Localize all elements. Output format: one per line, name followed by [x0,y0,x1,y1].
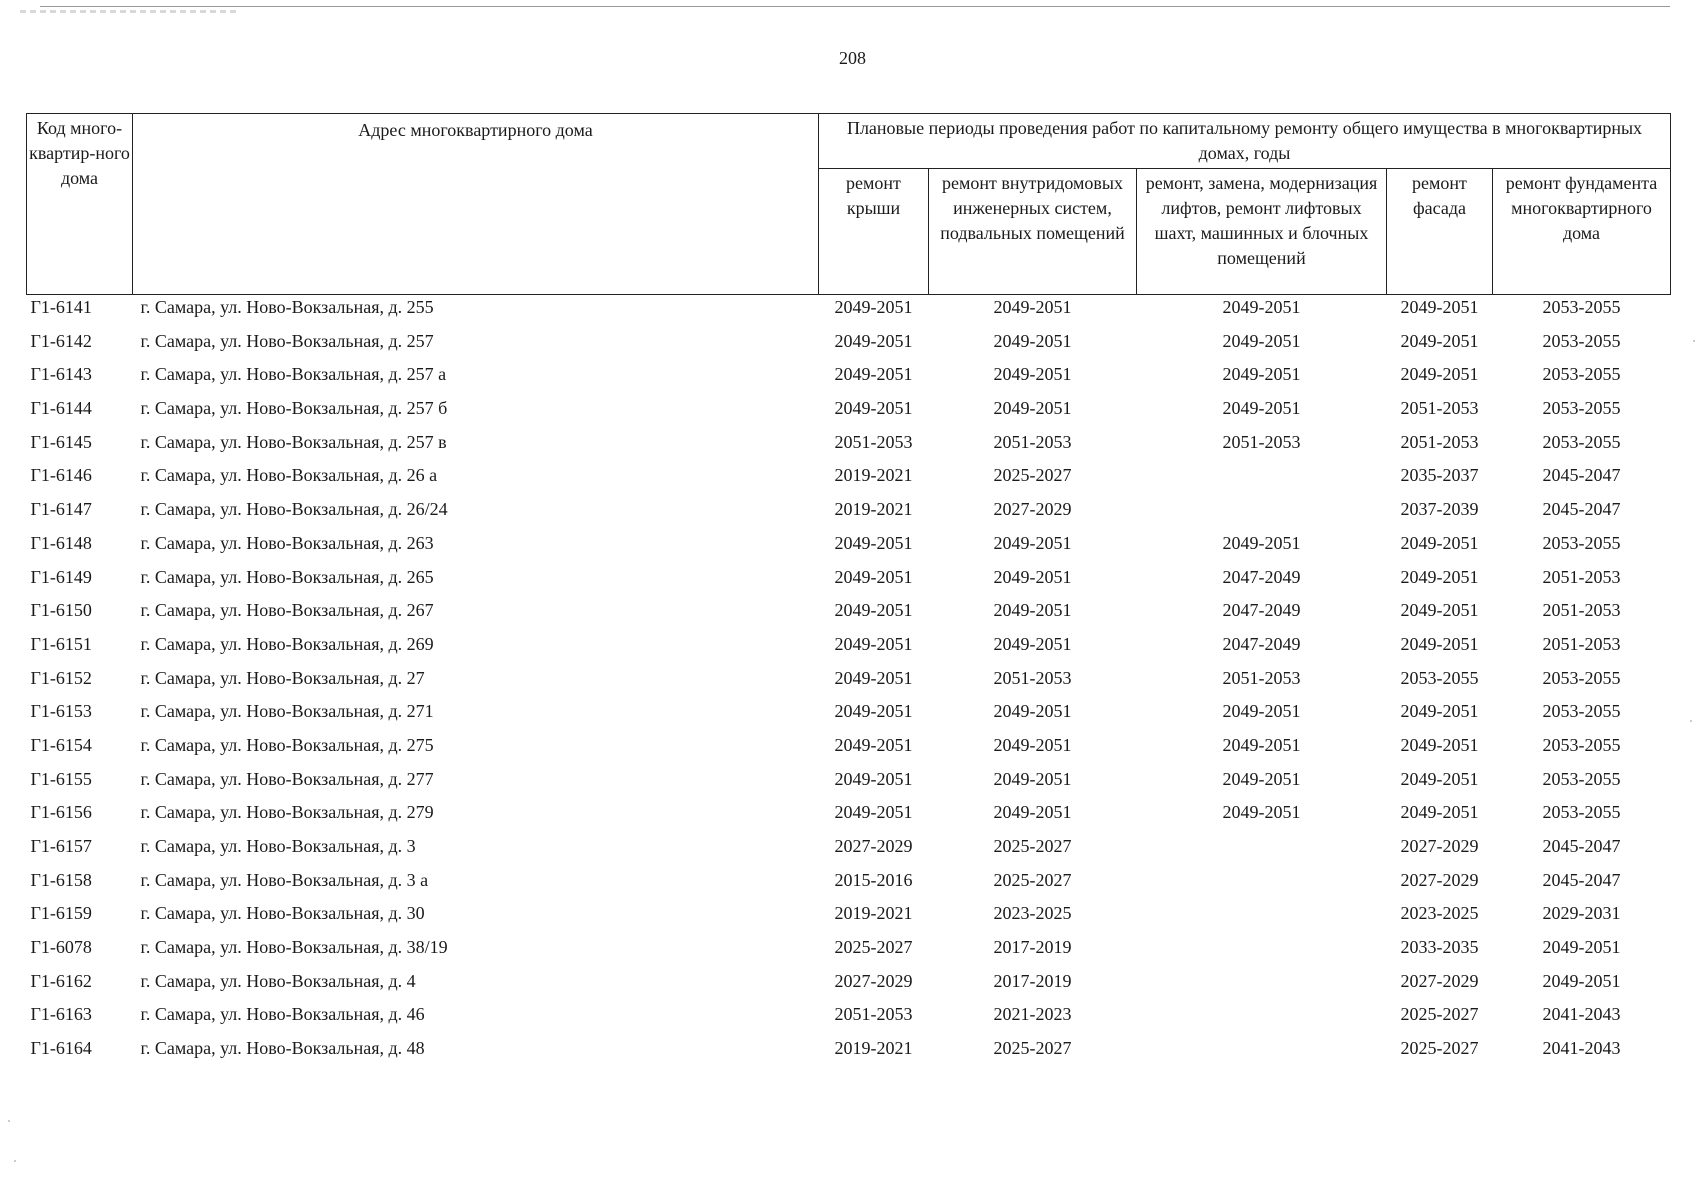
cell-facade: 2025-2027 [1400,1038,1479,1059]
cell-lifts [1137,1004,1387,1038]
table-row [27,533,1671,567]
cell-lifts: 2049-2051 [1222,768,1301,789]
cell-code: Г1-6149 [30,566,92,587]
cell-address: г. Самара, ул. Ново-Вокзальная, д. 38/19 [140,937,448,958]
col-head-address: Адрес многоквартирного дома [133,114,819,295]
cell-foundation: 2053-2055 [1542,701,1621,722]
cell-systems: 2021-2023 [993,1004,1072,1025]
table-row [27,432,1671,466]
repair-schedule-table [26,113,1671,1072]
cell-foundation: 2053-2055 [1542,667,1621,688]
cell-roof: 2019-2021 [834,1038,913,1059]
cell-foundation: 2051-2053 [1542,566,1621,587]
cell-facade: 2049-2051 [1400,633,1479,654]
cell-facade: 2049-2051 [1400,532,1479,553]
table-row [27,735,1671,769]
cell-roof: 2049-2051 [834,701,913,722]
cell-systems: 2049-2051 [993,364,1072,385]
cell-systems: 2049-2051 [993,566,1072,587]
table-row [27,295,1671,331]
table-row [27,465,1671,499]
table-row [27,499,1671,533]
cell-roof: 2025-2027 [834,937,913,958]
table-row [27,364,1671,398]
cell-facade: 2049-2051 [1400,364,1479,385]
cell-foundation: 2049-2051 [1542,970,1621,991]
cell-systems: 2017-2019 [993,970,1072,991]
cell-lifts: 2049-2051 [1222,297,1301,317]
cell-systems: 2049-2051 [993,701,1072,722]
cell-facade: 2049-2051 [1400,802,1479,823]
cell-systems: 2049-2051 [993,398,1072,419]
cell-code: Г1-6163 [30,1004,92,1025]
scan-speck [1690,720,1692,722]
cell-foundation: 2045-2047 [1542,836,1621,856]
header-row-top [27,114,1671,169]
cell-code: Г1-6148 [30,532,92,553]
cell-systems: 2027-2029 [993,499,1072,520]
cell-systems: 2017-2019 [993,937,1072,958]
cell-lifts: 2047-2049 [1222,633,1301,654]
cell-code: Г1-6152 [30,667,92,688]
cell-roof: 2051-2053 [834,1004,913,1025]
cell-systems: 2025-2027 [993,1038,1072,1059]
cell-address: г. Самара, ул. Ново-Вокзальная, д. 4 [140,970,416,991]
cell-lifts [1137,465,1387,499]
cell-address: г. Самара, ул. Ново-Вокзальная, д. 48 [140,1038,425,1059]
cell-foundation: 2053-2055 [1542,431,1621,452]
cell-facade: 2033-2035 [1400,937,1479,958]
cell-address: г. Самара, ул. Ново-Вокзальная, д. 271 [140,701,434,722]
cell-code: Г1-6150 [30,600,92,621]
cell-address: г. Самара, ул. Ново-Вокзальная, д. 279 [140,802,434,823]
cell-foundation: 2053-2055 [1542,768,1621,789]
cell-lifts: 2049-2051 [1222,734,1301,755]
table-row [27,701,1671,735]
scan-artifact [20,10,240,13]
cell-systems: 2049-2051 [993,633,1072,654]
cell-address: г. Самара, ул. Ново-Вокзальная, д. 277 [140,768,434,789]
cell-facade: 2049-2051 [1400,566,1479,587]
table-row [27,331,1671,365]
cell-lifts: 2051-2053 [1222,431,1301,452]
cell-foundation: 2049-2051 [1542,937,1621,958]
table-header [27,114,1671,295]
table-row [27,567,1671,601]
cell-roof: 2051-2053 [834,431,913,452]
cell-facade: 2049-2051 [1400,330,1479,351]
cell-lifts: 2047-2049 [1222,566,1301,587]
cell-roof: 2027-2029 [834,836,913,856]
cell-lifts: 2047-2049 [1222,600,1301,621]
cell-systems: 2025-2027 [993,465,1072,486]
cell-roof: 2049-2051 [834,633,913,654]
cell-lifts [1137,870,1387,904]
cell-systems: 2049-2051 [993,297,1072,317]
cell-roof: 2049-2051 [834,330,913,351]
table-row [27,937,1671,971]
cell-address: г. Самара, ул. Ново-Вокзальная, д. 30 [140,903,425,924]
cell-lifts [1137,937,1387,971]
cell-systems: 2025-2027 [993,836,1072,856]
scan-speck [14,1160,16,1162]
scan-speck [8,1120,10,1122]
cell-systems: 2049-2051 [993,768,1072,789]
cell-roof: 2049-2051 [834,600,913,621]
col-head-systems: ремонт внутридомовых инженерных систем, подвальных помещений [929,169,1137,295]
cell-systems: 2051-2053 [993,431,1072,452]
cell-roof: 2049-2051 [834,364,913,385]
cell-foundation: 2053-2055 [1542,297,1621,317]
cell-foundation: 2045-2047 [1542,869,1621,890]
cell-foundation: 2051-2053 [1542,633,1621,654]
cell-address: г. Самара, ул. Ново-Вокзальная, д. 263 [140,532,434,553]
cell-systems: 2023-2025 [993,903,1072,924]
cell-code: Г1-6143 [30,364,92,385]
cell-address: г. Самара, ул. Ново-Вокзальная, д. 275 [140,734,434,755]
cell-systems: 2051-2053 [993,667,1072,688]
table-row [27,769,1671,803]
cell-foundation: 2029-2031 [1542,903,1621,924]
col-head-lifts: ремонт, замена, модернизация лифтов, ремонт лифтовых шахт, машинных и блочных помещений [1137,169,1387,295]
cell-foundation: 2045-2047 [1542,499,1621,520]
page-number: 208 [839,48,866,68]
cell-foundation: 2053-2055 [1542,330,1621,351]
cell-roof: 2049-2051 [834,398,913,419]
cell-lifts: 2049-2051 [1222,532,1301,553]
table-row [27,836,1671,870]
cell-code: Г1-6146 [30,465,92,486]
cell-address: г. Самара, ул. Ново-Вокзальная, д. 257 [140,330,434,351]
cell-facade: 2027-2029 [1400,869,1479,890]
cell-facade: 2051-2053 [1400,398,1479,419]
cell-code: Г1-6147 [30,499,92,520]
cell-facade: 2051-2053 [1400,431,1479,452]
cell-roof: 2019-2021 [834,903,913,924]
table-body [27,295,1671,1072]
cell-lifts: 2049-2051 [1222,398,1301,419]
cell-code: Г1-6159 [30,903,92,924]
table-row [27,903,1671,937]
cell-code: Г1-6145 [30,431,92,452]
cell-facade: 2027-2029 [1400,836,1479,856]
col-head-periods: Плановые периоды проведения работ по капитальному ремонту общего имущества в многоквартирных домах, годы [819,114,1671,169]
cell-facade: 2025-2027 [1400,1004,1479,1025]
table-row [27,398,1671,432]
cell-address: г. Самара, ул. Ново-Вокзальная, д. 267 [140,600,434,621]
cell-code: Г1-6162 [30,970,92,991]
cell-address: г. Самара, ул. Ново-Вокзальная, д. 26/24 [140,499,448,520]
cell-facade: 2049-2051 [1400,701,1479,722]
cell-roof: 2049-2051 [834,667,913,688]
cell-foundation: 2053-2055 [1542,802,1621,823]
cell-lifts [1137,836,1387,870]
cell-facade: 2049-2051 [1400,297,1479,317]
cell-lifts: 2049-2051 [1222,701,1301,722]
cell-lifts: 2049-2051 [1222,802,1301,823]
cell-lifts [1137,499,1387,533]
cell-lifts: 2049-2051 [1222,364,1301,385]
col-head-code: Код много-квартир-ного дома [27,114,133,295]
table-row [27,600,1671,634]
table-row [27,802,1671,836]
table-row [27,1038,1671,1072]
cell-code: Г1-6158 [30,869,92,890]
col-head-roof: ремонт крыши [819,169,929,295]
cell-facade: 2049-2051 [1400,734,1479,755]
cell-lifts [1137,971,1387,1005]
cell-roof: 2049-2051 [834,734,913,755]
cell-facade: 2053-2055 [1400,667,1479,688]
cell-foundation: 2053-2055 [1542,398,1621,419]
cell-roof: 2015-2016 [834,869,913,890]
cell-lifts [1137,903,1387,937]
cell-systems: 2049-2051 [993,600,1072,621]
table-row [27,634,1671,668]
cell-facade: 2035-2037 [1400,465,1479,486]
cell-lifts: 2051-2053 [1222,667,1301,688]
cell-code: Г1-6142 [30,330,92,351]
cell-code: Г1-6164 [30,1038,92,1059]
cell-address: г. Самара, ул. Ново-Вокзальная, д. 257 б [140,398,448,419]
cell-lifts [1137,1038,1387,1072]
cell-code: Г1-6141 [30,297,92,317]
cell-roof: 2027-2029 [834,970,913,991]
cell-code: Г1-6154 [30,734,92,755]
cell-facade: 2037-2039 [1400,499,1479,520]
table-row [27,870,1671,904]
cell-address: г. Самара, ул. Ново-Вокзальная, д. 46 [140,1004,425,1025]
scan-speck [1693,340,1695,342]
cell-facade: 2027-2029 [1400,970,1479,991]
cell-systems: 2049-2051 [993,330,1072,351]
cell-facade: 2049-2051 [1400,768,1479,789]
table-row [27,1004,1671,1038]
cell-systems: 2049-2051 [993,734,1072,755]
cell-systems: 2049-2051 [993,532,1072,553]
cell-address: г. Самара, ул. Ново-Вокзальная, д. 26 а [140,465,438,486]
cell-code: Г1-6151 [30,633,92,654]
cell-roof: 2049-2051 [834,768,913,789]
cell-facade: 2049-2051 [1400,600,1479,621]
cell-lifts: 2049-2051 [1222,330,1301,351]
cell-address: г. Самара, ул. Ново-Вокзальная, д. 257 а [140,364,447,385]
cell-code: Г1-6156 [30,802,92,823]
cell-address: г. Самара, ул. Ново-Вокзальная, д. 27 [140,667,425,688]
cell-code: Г1-6153 [30,701,92,722]
table-row [27,668,1671,702]
cell-foundation: 2045-2047 [1542,465,1621,486]
cell-foundation: 2053-2055 [1542,532,1621,553]
cell-roof: 2019-2021 [834,499,913,520]
col-head-foundation: ремонт фундамента многоквартирного дома [1493,169,1671,295]
cell-roof: 2049-2051 [834,532,913,553]
cell-address: г. Самара, ул. Ново-Вокзальная, д. 3 а [140,869,429,890]
cell-roof: 2049-2051 [834,802,913,823]
cell-systems: 2049-2051 [993,802,1072,823]
col-head-facade: ремонт фасада [1387,169,1493,295]
cell-foundation: 2041-2043 [1542,1038,1621,1059]
cell-address: г. Самара, ул. Ново-Вокзальная, д. 255 [140,297,434,317]
cell-foundation: 2053-2055 [1542,364,1621,385]
cell-roof: 2019-2021 [834,465,913,486]
cell-code: Г1-6144 [30,398,92,419]
table-row [27,971,1671,1005]
cell-address: г. Самара, ул. Ново-Вокзальная, д. 257 в [140,431,447,452]
cell-systems: 2025-2027 [993,869,1072,890]
cell-code: Г1-6157 [30,836,92,856]
cell-foundation: 2051-2053 [1542,600,1621,621]
cell-foundation: 2041-2043 [1542,1004,1621,1025]
cell-address: г. Самара, ул. Ново-Вокзальная, д. 3 [140,836,416,856]
cell-roof: 2049-2051 [834,566,913,587]
cell-address: г. Самара, ул. Ново-Вокзальная, д. 269 [140,633,434,654]
cell-code: Г1-6078 [30,937,92,958]
cell-foundation: 2053-2055 [1542,734,1621,755]
cell-facade: 2023-2025 [1400,903,1479,924]
scan-edge-line [40,6,1670,7]
cell-address: г. Самара, ул. Ново-Вокзальная, д. 265 [140,566,434,587]
cell-roof: 2049-2051 [834,297,913,317]
cell-code: Г1-6155 [30,768,92,789]
